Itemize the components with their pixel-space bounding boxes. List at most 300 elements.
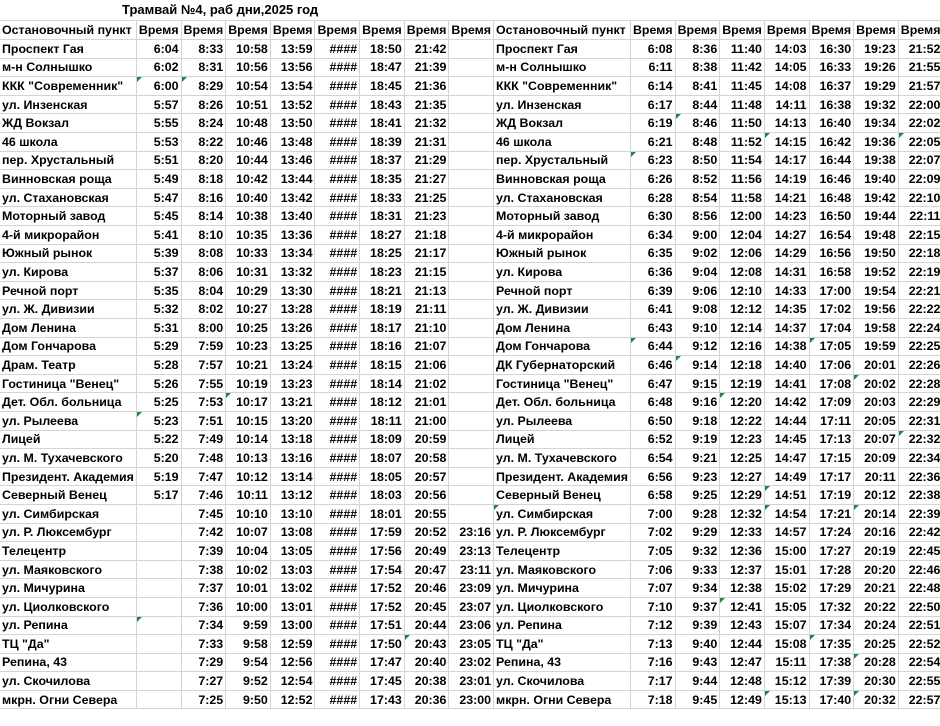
time-cell[interactable]: 7:17 (630, 672, 675, 691)
time-cell[interactable]: 20:09 (854, 449, 899, 468)
time-cell[interactable]: 20:16 (854, 523, 899, 542)
time-cell[interactable]: #### (315, 653, 360, 672)
stop-name-cell[interactable]: Дет. Обл. больница (0, 393, 136, 412)
time-cell[interactable]: 7:16 (630, 653, 675, 672)
stop-name-cell[interactable]: ул. Кирова (494, 263, 631, 282)
time-cell[interactable] (136, 690, 181, 709)
stop-name-cell[interactable]: 4-й микрорайон (494, 226, 631, 245)
time-cell[interactable]: 10:38 (226, 207, 271, 226)
time-cell[interactable]: 20:05 (854, 411, 899, 430)
time-cell[interactable]: 6:41 (630, 300, 675, 319)
time-cell[interactable]: 10:58 (226, 40, 271, 59)
time-cell[interactable]: 16:37 (809, 77, 854, 96)
time-cell[interactable]: 8:56 (675, 207, 720, 226)
time-cell[interactable]: 7:00 (630, 504, 675, 523)
time-cell[interactable]: 21:00 (404, 411, 449, 430)
header-cell[interactable]: Время (854, 21, 899, 40)
header-cell[interactable]: Время (720, 21, 765, 40)
time-cell[interactable]: 14:47 (764, 449, 809, 468)
stop-name-cell[interactable]: ул. Репина (494, 616, 631, 635)
stop-name-cell[interactable]: Южный рынок (494, 244, 631, 263)
time-cell[interactable]: 10:07 (226, 523, 271, 542)
time-cell[interactable]: 8:41 (675, 77, 720, 96)
time-cell[interactable]: 6:52 (630, 430, 675, 449)
time-cell[interactable]: 5:57 (136, 95, 181, 114)
time-cell[interactable]: 12:12 (720, 300, 765, 319)
time-cell[interactable]: 6:04 (136, 40, 181, 59)
time-cell[interactable]: 17:45 (360, 672, 405, 691)
time-cell[interactable]: 7:57 (181, 356, 226, 375)
time-cell[interactable]: 6:21 (630, 133, 675, 152)
time-cell[interactable]: 21:25 (404, 188, 449, 207)
time-cell[interactable]: 18:12 (360, 393, 405, 412)
time-cell[interactable]: 7:59 (181, 337, 226, 356)
time-cell[interactable]: 21:01 (404, 393, 449, 412)
time-cell[interactable]: 8:29 (181, 77, 226, 96)
time-cell[interactable]: #### (315, 504, 360, 523)
time-cell[interactable]: 19:52 (854, 263, 899, 282)
stop-name-cell[interactable]: ул. Циолковского (0, 597, 136, 616)
time-cell[interactable]: 20:28 (854, 653, 899, 672)
stop-name-cell[interactable]: Телецентр (494, 542, 631, 561)
time-cell[interactable]: 18:21 (360, 281, 405, 300)
time-cell[interactable]: 14:33 (764, 281, 809, 300)
time-cell[interactable]: 22:46 (898, 560, 940, 579)
time-cell[interactable]: 12:43 (720, 616, 765, 635)
time-cell[interactable]: 17:27 (809, 542, 854, 561)
time-cell[interactable]: 17:28 (809, 560, 854, 579)
time-cell[interactable]: 17:35 (809, 635, 854, 654)
time-cell[interactable]: 18:50 (360, 40, 405, 59)
time-cell[interactable]: 7:36 (181, 597, 226, 616)
time-cell[interactable]: 21:23 (404, 207, 449, 226)
time-cell[interactable]: 20:11 (854, 467, 899, 486)
stop-name-cell[interactable]: Речной порт (494, 281, 631, 300)
time-cell[interactable]: 9:34 (675, 579, 720, 598)
time-cell[interactable]: 12:44 (720, 635, 765, 654)
time-cell[interactable]: 10:15 (226, 411, 271, 430)
time-cell[interactable]: 8:00 (181, 319, 226, 338)
time-cell[interactable]: 9:43 (675, 653, 720, 672)
time-cell[interactable]: 23:16 (449, 523, 494, 542)
time-cell[interactable]: 14:44 (764, 411, 809, 430)
time-cell[interactable]: 17:13 (809, 430, 854, 449)
time-cell[interactable]: 21:57 (898, 77, 940, 96)
time-cell[interactable]: 12:48 (720, 672, 765, 691)
time-cell[interactable]: 7:45 (181, 504, 226, 523)
stop-name-cell[interactable]: Дет. Обл. больница (494, 393, 631, 412)
time-cell[interactable]: 12:18 (720, 356, 765, 375)
time-cell[interactable] (449, 207, 494, 226)
stop-name-cell[interactable]: Президент. Академия (0, 467, 136, 486)
time-cell[interactable]: #### (315, 467, 360, 486)
time-cell[interactable]: 13:24 (270, 356, 315, 375)
time-cell[interactable]: #### (315, 374, 360, 393)
time-cell[interactable]: 22:02 (898, 114, 940, 133)
time-cell[interactable]: 17:06 (809, 356, 854, 375)
time-cell[interactable]: 18:47 (360, 58, 405, 77)
time-cell[interactable]: 13:21 (270, 393, 315, 412)
time-cell[interactable]: 13:26 (270, 319, 315, 338)
time-cell[interactable]: 5:39 (136, 244, 181, 263)
time-cell[interactable]: 21:52 (898, 40, 940, 59)
time-cell[interactable]: 6:43 (630, 319, 675, 338)
time-cell[interactable]: 14:23 (764, 207, 809, 226)
stop-name-cell[interactable]: ул. Стахановская (0, 188, 136, 207)
time-cell[interactable]: 13:28 (270, 300, 315, 319)
time-cell[interactable]: 14:27 (764, 226, 809, 245)
header-cell[interactable]: Время (315, 21, 360, 40)
time-cell[interactable]: 12:08 (720, 263, 765, 282)
time-cell[interactable]: #### (315, 58, 360, 77)
time-cell[interactable]: 9:16 (675, 393, 720, 412)
time-cell[interactable]: 10:44 (226, 151, 271, 170)
time-cell[interactable]: 14:35 (764, 300, 809, 319)
stop-name-cell[interactable]: Лицей (0, 430, 136, 449)
time-cell[interactable]: 12:36 (720, 542, 765, 561)
time-cell[interactable]: 6:58 (630, 486, 675, 505)
time-cell[interactable]: 5:29 (136, 337, 181, 356)
stop-name-cell[interactable]: Репина, 43 (0, 653, 136, 672)
time-cell[interactable]: 18:09 (360, 430, 405, 449)
time-cell[interactable]: #### (315, 597, 360, 616)
time-cell[interactable]: 23:00 (449, 690, 494, 709)
stop-name-cell[interactable]: ул. Ж. Дивизии (494, 300, 631, 319)
stop-name-cell[interactable]: 4-й микрорайон (0, 226, 136, 245)
time-cell[interactable]: 9:40 (675, 635, 720, 654)
time-cell[interactable]: 10:13 (226, 449, 271, 468)
time-cell[interactable]: 10:40 (226, 188, 271, 207)
stop-name-cell[interactable]: ул. Рылеева (494, 411, 631, 430)
stop-name-cell[interactable]: пер. Хрустальный (0, 151, 136, 170)
time-cell[interactable]: 22:50 (898, 597, 940, 616)
time-cell[interactable]: 17:05 (809, 337, 854, 356)
time-cell[interactable]: 9:52 (226, 672, 271, 691)
time-cell[interactable]: 17:39 (809, 672, 854, 691)
time-cell[interactable]: 13:59 (270, 40, 315, 59)
time-cell[interactable]: #### (315, 151, 360, 170)
time-cell[interactable]: 7:53 (181, 393, 226, 412)
time-cell[interactable]: 21:02 (404, 374, 449, 393)
time-cell[interactable]: 22:22 (898, 300, 940, 319)
time-cell[interactable]: 19:23 (854, 40, 899, 59)
stop-name-cell[interactable]: ул. Симбирская (0, 504, 136, 523)
time-cell[interactable]: 12:25 (720, 449, 765, 468)
time-cell[interactable]: 8:24 (181, 114, 226, 133)
time-cell[interactable]: 19:42 (854, 188, 899, 207)
time-cell[interactable]: 8:22 (181, 133, 226, 152)
time-cell[interactable]: 13:46 (270, 151, 315, 170)
stop-name-cell[interactable]: Дом Ленина (0, 319, 136, 338)
time-cell[interactable]: 20:46 (404, 579, 449, 598)
stop-name-cell[interactable]: ул. Циолковского (494, 597, 631, 616)
stop-name-cell[interactable]: ККК "Современник" (0, 77, 136, 96)
time-cell[interactable]: 21:15 (404, 263, 449, 282)
time-cell[interactable]: 19:32 (854, 95, 899, 114)
time-cell[interactable]: #### (315, 188, 360, 207)
time-cell[interactable]: 22:29 (898, 393, 940, 412)
time-cell[interactable]: 10:04 (226, 542, 271, 561)
time-cell[interactable]: 18:39 (360, 133, 405, 152)
time-cell[interactable]: 10:17 (226, 393, 271, 412)
time-cell[interactable]: 17:51 (360, 616, 405, 635)
time-cell[interactable]: 21:29 (404, 151, 449, 170)
time-cell[interactable]: 17:29 (809, 579, 854, 598)
time-cell[interactable]: 8:10 (181, 226, 226, 245)
time-cell[interactable]: 9:33 (675, 560, 720, 579)
time-cell[interactable]: 7:51 (181, 411, 226, 430)
time-cell[interactable] (449, 188, 494, 207)
time-cell[interactable]: 13:48 (270, 133, 315, 152)
stop-name-cell[interactable]: ул. Маяковского (494, 560, 631, 579)
time-cell[interactable]: 9:50 (226, 690, 271, 709)
time-cell[interactable]: 6:11 (630, 58, 675, 77)
time-cell[interactable]: 9:02 (675, 244, 720, 263)
stop-name-cell[interactable]: ТЦ "Да" (0, 635, 136, 654)
time-cell[interactable]: 21:36 (404, 77, 449, 96)
time-cell[interactable]: 15:05 (764, 597, 809, 616)
time-cell[interactable]: 12:54 (270, 672, 315, 691)
time-cell[interactable]: 18:25 (360, 244, 405, 263)
time-cell[interactable] (449, 151, 494, 170)
time-cell[interactable]: 15:01 (764, 560, 809, 579)
time-cell[interactable]: 9:54 (226, 653, 271, 672)
time-cell[interactable]: 11:40 (720, 40, 765, 59)
time-cell[interactable]: 16:30 (809, 40, 854, 59)
time-cell[interactable]: 11:45 (720, 77, 765, 96)
time-cell[interactable]: 22:21 (898, 281, 940, 300)
time-cell[interactable]: 16:38 (809, 95, 854, 114)
time-cell[interactable]: 9:29 (675, 523, 720, 542)
time-cell[interactable] (136, 579, 181, 598)
time-cell[interactable]: 14:11 (764, 95, 809, 114)
time-cell[interactable]: 8:48 (675, 133, 720, 152)
time-cell[interactable]: 18:07 (360, 449, 405, 468)
stop-name-cell[interactable]: ул. Маяковского (0, 560, 136, 579)
time-cell[interactable]: 9:06 (675, 281, 720, 300)
time-cell[interactable]: 14:13 (764, 114, 809, 133)
time-cell[interactable]: 21:35 (404, 95, 449, 114)
time-cell[interactable]: 13:50 (270, 114, 315, 133)
time-cell[interactable]: 21:42 (404, 40, 449, 59)
time-cell[interactable]: #### (315, 430, 360, 449)
time-cell[interactable]: 7:34 (181, 616, 226, 635)
time-cell[interactable] (449, 170, 494, 189)
time-cell[interactable]: 20:30 (854, 672, 899, 691)
time-cell[interactable]: 8:14 (181, 207, 226, 226)
time-cell[interactable]: 7:10 (630, 597, 675, 616)
time-cell[interactable]: 7:07 (630, 579, 675, 598)
time-cell[interactable]: 20:59 (404, 430, 449, 449)
time-cell[interactable]: 13:52 (270, 95, 315, 114)
time-cell[interactable]: 6:44 (630, 337, 675, 356)
time-cell[interactable]: 6:26 (630, 170, 675, 189)
time-cell[interactable] (449, 411, 494, 430)
stop-name-cell[interactable]: Моторный завод (494, 207, 631, 226)
time-cell[interactable]: 7:48 (181, 449, 226, 468)
time-cell[interactable]: 9:10 (675, 319, 720, 338)
time-cell[interactable]: 23:13 (449, 542, 494, 561)
time-cell[interactable]: 13:34 (270, 244, 315, 263)
time-cell[interactable]: 19:56 (854, 300, 899, 319)
stop-name-cell[interactable]: мкрн. Огни Севера (0, 690, 136, 709)
time-cell[interactable]: 20:55 (404, 504, 449, 523)
time-cell[interactable]: 19:34 (854, 114, 899, 133)
time-cell[interactable] (136, 523, 181, 542)
time-cell[interactable]: 7:55 (181, 374, 226, 393)
time-cell[interactable]: 5:23 (136, 411, 181, 430)
stop-name-cell[interactable]: Лицей (494, 430, 631, 449)
time-cell[interactable]: #### (315, 449, 360, 468)
time-cell[interactable]: 23:01 (449, 672, 494, 691)
time-cell[interactable]: 9:59 (226, 616, 271, 635)
time-cell[interactable]: 17:02 (809, 300, 854, 319)
time-cell[interactable]: 8:26 (181, 95, 226, 114)
time-cell[interactable]: 7:46 (181, 486, 226, 505)
time-cell[interactable] (136, 635, 181, 654)
time-cell[interactable]: 18:19 (360, 300, 405, 319)
time-cell[interactable]: 20:25 (854, 635, 899, 654)
time-cell[interactable]: 10:12 (226, 467, 271, 486)
time-cell[interactable]: 9:44 (675, 672, 720, 691)
header-cell[interactable]: Время (675, 21, 720, 40)
time-cell[interactable]: 23:02 (449, 653, 494, 672)
time-cell[interactable]: 16:54 (809, 226, 854, 245)
time-cell[interactable]: 5:31 (136, 319, 181, 338)
time-cell[interactable] (449, 319, 494, 338)
time-cell[interactable]: 17:21 (809, 504, 854, 523)
time-cell[interactable]: 15:13 (764, 690, 809, 709)
time-cell[interactable]: 18:14 (360, 374, 405, 393)
time-cell[interactable]: 9:18 (675, 411, 720, 430)
time-cell[interactable]: 19:44 (854, 207, 899, 226)
stop-name-cell[interactable]: ул. Рылеева (0, 411, 136, 430)
time-cell[interactable]: 6:30 (630, 207, 675, 226)
time-cell[interactable]: 19:59 (854, 337, 899, 356)
time-cell[interactable]: 5:51 (136, 151, 181, 170)
time-cell[interactable]: 8:20 (181, 151, 226, 170)
time-cell[interactable]: 14:57 (764, 523, 809, 542)
header-cell[interactable]: Время (404, 21, 449, 40)
stop-name-cell[interactable]: 46 школа (0, 133, 136, 152)
time-cell[interactable]: 21:39 (404, 58, 449, 77)
time-cell[interactable]: 13:18 (270, 430, 315, 449)
time-cell[interactable] (449, 58, 494, 77)
time-cell[interactable]: 13:00 (270, 616, 315, 635)
time-cell[interactable]: 20:03 (854, 393, 899, 412)
time-cell[interactable]: 7:42 (181, 523, 226, 542)
title-row[interactable] (0, 0, 940, 21)
time-cell[interactable]: 8:44 (675, 95, 720, 114)
time-cell[interactable]: 20:07 (854, 430, 899, 449)
time-cell[interactable]: 22:09 (898, 170, 940, 189)
time-cell[interactable]: #### (315, 690, 360, 709)
time-cell[interactable]: 20:58 (404, 449, 449, 468)
stop-name-cell[interactable]: Винновская роща (494, 170, 631, 189)
time-cell[interactable]: 5:26 (136, 374, 181, 393)
time-cell[interactable]: 12:06 (720, 244, 765, 263)
time-cell[interactable]: 21:13 (404, 281, 449, 300)
time-cell[interactable]: 14:51 (764, 486, 809, 505)
time-cell[interactable]: 9:00 (675, 226, 720, 245)
time-cell[interactable]: 20:56 (404, 486, 449, 505)
stop-name-cell[interactable]: м-н Солнышко (494, 58, 631, 77)
time-cell[interactable]: 17:32 (809, 597, 854, 616)
time-cell[interactable]: 21:17 (404, 244, 449, 263)
time-cell[interactable]: 5:55 (136, 114, 181, 133)
time-cell[interactable]: 14:42 (764, 393, 809, 412)
time-cell[interactable]: 18:27 (360, 226, 405, 245)
time-cell[interactable]: 6:28 (630, 188, 675, 207)
time-cell[interactable]: #### (315, 356, 360, 375)
time-cell[interactable]: 20:24 (854, 616, 899, 635)
time-cell[interactable]: 8:18 (181, 170, 226, 189)
time-cell[interactable]: 17:52 (360, 597, 405, 616)
time-cell[interactable] (449, 263, 494, 282)
time-cell[interactable]: 17:54 (360, 560, 405, 579)
time-cell[interactable]: 6:17 (630, 95, 675, 114)
time-cell[interactable]: 14:37 (764, 319, 809, 338)
time-cell[interactable]: 22:11 (898, 207, 940, 226)
time-cell[interactable]: 7:18 (630, 690, 675, 709)
time-cell[interactable]: 12:00 (720, 207, 765, 226)
time-cell[interactable]: 5:35 (136, 281, 181, 300)
time-cell[interactable]: 17:50 (360, 635, 405, 654)
time-cell[interactable]: 23:11 (449, 560, 494, 579)
time-cell[interactable]: 20:40 (404, 653, 449, 672)
time-cell[interactable]: 10:02 (226, 560, 271, 579)
time-cell[interactable]: 6:54 (630, 449, 675, 468)
time-cell[interactable]: 21:31 (404, 133, 449, 152)
time-cell[interactable]: 16:58 (809, 263, 854, 282)
time-cell[interactable]: #### (315, 300, 360, 319)
time-cell[interactable]: 21:11 (404, 300, 449, 319)
time-cell[interactable]: 8:46 (675, 114, 720, 133)
header-cell[interactable]: Время (898, 21, 940, 40)
time-cell[interactable]: 5:25 (136, 393, 181, 412)
time-cell[interactable]: 17:43 (360, 690, 405, 709)
time-cell[interactable]: 18:03 (360, 486, 405, 505)
time-cell[interactable]: 6:00 (136, 77, 181, 96)
stop-name-cell[interactable]: ТЦ "Да" (494, 635, 631, 654)
time-cell[interactable]: 8:36 (675, 40, 720, 59)
time-cell[interactable]: 9:25 (675, 486, 720, 505)
time-cell[interactable]: 20:21 (854, 579, 899, 598)
time-cell[interactable]: 10:33 (226, 244, 271, 263)
time-cell[interactable]: 10:31 (226, 263, 271, 282)
time-cell[interactable] (449, 430, 494, 449)
header-cell[interactable]: Время (449, 21, 494, 40)
time-cell[interactable]: 20:20 (854, 560, 899, 579)
header-cell[interactable]: Время (270, 21, 315, 40)
time-cell[interactable]: 11:50 (720, 114, 765, 133)
time-cell[interactable]: 9:28 (675, 504, 720, 523)
time-cell[interactable] (449, 133, 494, 152)
time-cell[interactable]: 13:23 (270, 374, 315, 393)
time-cell[interactable]: 17:15 (809, 449, 854, 468)
stop-name-cell[interactable]: 46 школа (494, 133, 631, 152)
time-cell[interactable]: #### (315, 523, 360, 542)
time-cell[interactable]: 6:47 (630, 374, 675, 393)
time-cell[interactable]: 23:07 (449, 597, 494, 616)
time-cell[interactable]: 10:00 (226, 597, 271, 616)
time-cell[interactable]: #### (315, 635, 360, 654)
time-cell[interactable]: 10:11 (226, 486, 271, 505)
time-cell[interactable]: 16:46 (809, 170, 854, 189)
time-cell[interactable]: 12:38 (720, 579, 765, 598)
time-cell[interactable]: 13:14 (270, 467, 315, 486)
time-cell[interactable]: 16:50 (809, 207, 854, 226)
